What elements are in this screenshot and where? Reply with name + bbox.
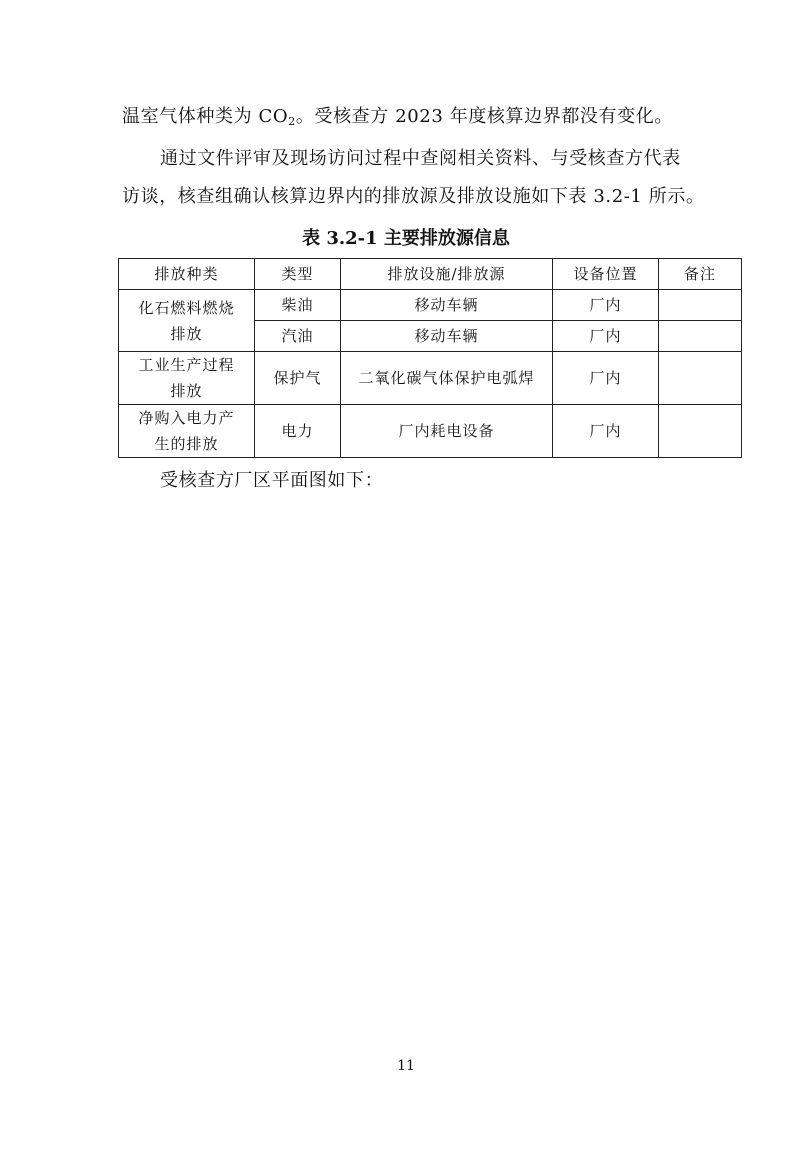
cell-category-electricity-line2: 生的排放 [154, 435, 219, 453]
cell-remark [659, 321, 742, 352]
paragraph-ghg-type-text: 温室气体种类为 CO [122, 106, 289, 127]
cell-location: 厂内 [553, 352, 659, 405]
cell-location: 厂内 [553, 290, 659, 321]
cell-remark [659, 405, 742, 458]
table-row [119, 405, 742, 458]
header-type: 类型 [255, 259, 341, 290]
paragraph-ghg-type [122, 104, 694, 135]
paragraph-ghg-type-tail: 。受核查方 2023 年度核算边界都没有变化。 [295, 106, 673, 127]
cell-type: 电力 [255, 405, 341, 458]
cell-category-industrial-line2: 排放 [170, 382, 203, 400]
paragraph-review-line1: 通过文件评审及现场访问过程中查阅相关资料、与受核查方代表 [160, 148, 681, 169]
header-location: 设备位置 [553, 259, 659, 290]
cell-category-industrial-line1: 工业生产过程 [138, 356, 235, 374]
emission-source-table [118, 258, 742, 458]
table-row [119, 352, 742, 405]
cell-type: 汽油 [255, 321, 341, 352]
co2-subscript: 2 [288, 115, 296, 128]
cell-facility: 移动车辆 [341, 290, 553, 321]
site-plan-intro: 受核查方厂区平面图如下： [160, 470, 384, 491]
cell-location: 厂内 [553, 405, 659, 458]
header-facility: 排放设施/排放源 [341, 259, 553, 290]
cell-facility: 移动车辆 [341, 321, 553, 352]
cell-remark [659, 290, 742, 321]
paragraph-review-line2: 访谈，核查组确认核算边界内的排放源及排放设施如下表 3.2-1 所示。 [122, 186, 705, 207]
header-remark: 备注 [659, 259, 742, 290]
cell-category-fossil [119, 290, 255, 352]
cell-category-electricity [119, 405, 255, 458]
cell-category-industrial [119, 352, 255, 405]
cell-category-electricity-line1: 净购入电力产 [138, 409, 235, 427]
cell-category-fossil-line2: 排放 [170, 324, 203, 343]
cell-facility: 厂内耗电设备 [341, 405, 553, 458]
table-row [119, 290, 742, 321]
table-header-row [119, 259, 742, 290]
cell-type: 保护气 [255, 352, 341, 405]
cell-category-fossil-line1: 化石燃料燃烧 [138, 298, 235, 317]
cell-remark [659, 352, 742, 405]
cell-facility: 二氧化碳气体保护电弧焊 [341, 352, 553, 405]
cell-type: 柴油 [255, 290, 341, 321]
page-number: 11 [397, 1058, 415, 1074]
table-caption: 表 3.2-1 主要排放源信息 [302, 228, 510, 249]
cell-location: 厂内 [553, 321, 659, 352]
header-category: 排放种类 [119, 259, 255, 290]
